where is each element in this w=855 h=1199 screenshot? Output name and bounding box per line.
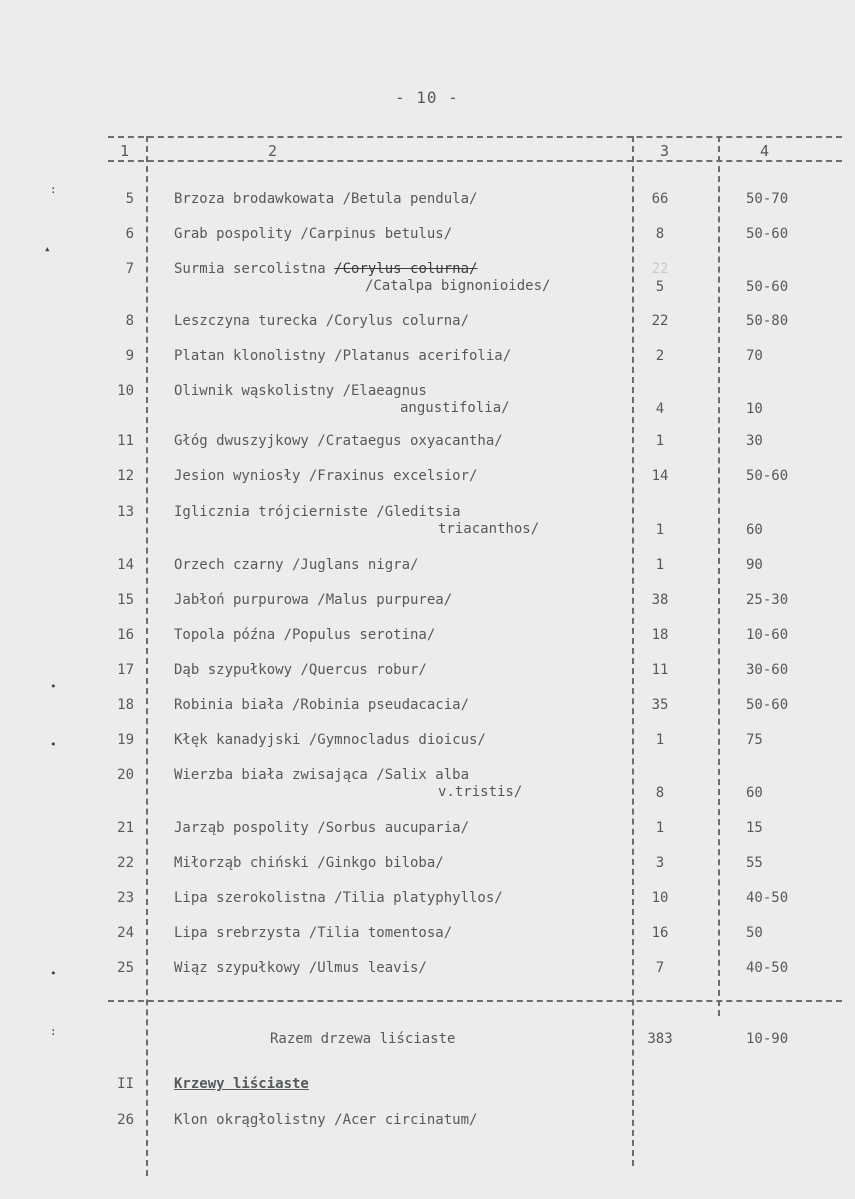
row-number: 18	[117, 697, 134, 713]
row-quantity: 35	[651, 697, 669, 713]
row-quantity: 22	[651, 313, 669, 329]
row-age: 50-60	[746, 226, 789, 242]
row-species-name: Robinia biała /Robinia pseudacacia/	[174, 697, 470, 713]
row-number: 20	[117, 767, 134, 783]
margin-dot: •	[50, 967, 57, 980]
row-number: 6	[125, 226, 134, 242]
row-quantity: 18	[651, 627, 669, 643]
row-age: 40-50	[746, 890, 789, 906]
column-header-3: 3	[660, 142, 670, 160]
row-species-name: Grab pospolity /Carpinus betulus/	[174, 226, 453, 242]
total-label: Razem drzewa liściaste	[270, 1031, 456, 1047]
row-quantity: 11	[651, 662, 669, 678]
row-quantity: 1	[655, 433, 665, 449]
row-age: 50-60	[746, 279, 789, 295]
row-species-name: Leszczyna turecka /Corylus colurna/	[174, 313, 470, 329]
row-species-name: Wiąz szypułkowy /Ulmus leavis/	[174, 960, 427, 976]
row-number: 23	[117, 890, 134, 906]
margin-dot: •	[50, 738, 57, 751]
row-species-name: Lipa srebrzysta /Tilia tomentosa/	[174, 925, 453, 941]
row-number: 7	[125, 261, 134, 277]
row-age: 70	[746, 348, 763, 364]
row-age: 50-60	[746, 468, 789, 484]
row-number: 17	[117, 662, 134, 678]
margin-dot: •	[50, 680, 57, 693]
row-number: 21	[117, 820, 134, 836]
row-age: 10-60	[746, 627, 789, 643]
row-species-name: Kłęk kanadyjski /Gymnocladus dioicus/	[174, 732, 486, 748]
row-quantity: 38	[651, 592, 669, 608]
row-number: 13	[117, 504, 134, 520]
row-quantity: 66	[651, 191, 669, 207]
row-species-name-continuation: /Catalpa bignonioides/	[365, 278, 551, 294]
row-quantity-faint: 22	[651, 261, 669, 277]
row-number: 12	[117, 468, 134, 484]
row-number: 8	[125, 313, 134, 329]
row-number: 19	[117, 732, 134, 748]
row-quantity: 8	[655, 226, 665, 242]
row-species-name: Jesion wyniosły /Fraxinus excelsior/	[174, 468, 478, 484]
row-age: 50-80	[746, 313, 789, 329]
row-species-name: Topola późna /Populus serotina/	[174, 627, 436, 643]
row-age: 30-60	[746, 662, 789, 678]
margin-dot: :	[50, 183, 57, 196]
row-age: 15	[746, 820, 763, 836]
row-quantity: 16	[651, 925, 669, 941]
table-header-rule	[108, 160, 842, 162]
row-species-name: Lipa szerokolistna /Tilia platyphyllos/	[174, 890, 503, 906]
row-species-name: Głóg dwuszyjkowy /Crataegus oxyacantha/	[174, 433, 503, 449]
row-number: 10	[117, 383, 134, 399]
last-row-number: 26	[117, 1112, 134, 1128]
section-title: Krzewy liściaste	[174, 1076, 309, 1092]
row-species-name: Iglicznia trójcierniste /Gleditsia	[174, 504, 461, 520]
row-age: 90	[746, 557, 763, 573]
row-quantity: 1	[655, 732, 665, 748]
last-row-name: Klon okrągłolistny /Acer circinatum/	[174, 1112, 478, 1128]
table-column-divider-1	[146, 136, 148, 1176]
struck-out-text: /Corylus colurna/	[334, 261, 478, 277]
row-number: 22	[117, 855, 134, 871]
row-quantity: 1	[655, 522, 665, 538]
row-species-name-continuation: triacanthos/	[438, 521, 540, 537]
row-quantity: 4	[655, 401, 665, 417]
table-column-divider-3	[718, 136, 720, 1016]
row-age: 50	[746, 925, 763, 941]
row-species-name-continuation: v.tristis/	[438, 784, 523, 800]
row-quantity: 3	[655, 855, 665, 871]
row-age: 30	[746, 433, 763, 449]
row-species-name: Wierzba biała zwisająca /Salix alba	[174, 767, 470, 783]
row-age: 60	[746, 785, 763, 801]
column-header-1: 1	[120, 142, 130, 160]
row-age: 10	[746, 401, 763, 417]
margin-dot: ▴	[44, 242, 51, 255]
row-quantity: 5	[655, 279, 665, 295]
row-species-name-part: Surmia sercolistna	[174, 261, 326, 277]
row-species-name: Brzoza brodawkowata /Betula pendula/	[174, 191, 478, 207]
row-species-name: Orzech czarny /Juglans nigra/	[174, 557, 419, 573]
row-quantity: 10	[651, 890, 669, 906]
row-age: 75	[746, 732, 763, 748]
column-header-2: 2	[268, 142, 278, 160]
spacer	[326, 261, 334, 277]
row-quantity: 1	[655, 820, 665, 836]
row-species-name: Jabłoń purpurowa /Malus purpurea/	[174, 592, 453, 608]
table-top-rule	[108, 136, 842, 138]
total-quantity: 383	[647, 1031, 673, 1047]
row-age: 50-70	[746, 191, 789, 207]
row-number: 11	[117, 433, 134, 449]
row-quantity: 1	[655, 557, 665, 573]
page-number: - 10 -	[395, 88, 459, 107]
row-species-name-continuation: angustifolia/	[400, 400, 510, 416]
row-age: 40-50	[746, 960, 789, 976]
row-quantity: 14	[651, 468, 669, 484]
row-number: 16	[117, 627, 134, 643]
row-species-name: Miłorząb chiński /Ginkgo biloba/	[174, 855, 444, 871]
row-number: 14	[117, 557, 134, 573]
total-age: 10-90	[746, 1031, 789, 1047]
row-number: 25	[117, 960, 134, 976]
row-number: 15	[117, 592, 134, 608]
row-species-name: Dąb szypułkowy /Quercus robur/	[174, 662, 427, 678]
table-total-rule	[108, 1000, 842, 1002]
column-header-4: 4	[760, 142, 770, 160]
row-species-name: Jarząb pospolity /Sorbus aucuparia/	[174, 820, 470, 836]
row-species-name: Platan klonolistny /Platanus acerifolia/	[174, 348, 512, 364]
row-age: 55	[746, 855, 763, 871]
row-number: 24	[117, 925, 134, 941]
row-species-name	[174, 262, 477, 276]
row-quantity: 8	[655, 785, 665, 801]
row-age: 60	[746, 522, 763, 538]
row-quantity: 2	[655, 348, 665, 364]
row-quantity: 7	[655, 960, 665, 976]
row-number: 9	[125, 348, 134, 364]
row-age: 50-60	[746, 697, 789, 713]
row-number: 5	[125, 191, 134, 207]
row-species-name: Oliwnik wąskolistny /Elaeagnus	[174, 383, 427, 399]
row-age: 25-30	[746, 592, 789, 608]
section-number: II	[117, 1076, 134, 1092]
margin-dot: :	[50, 1025, 57, 1038]
